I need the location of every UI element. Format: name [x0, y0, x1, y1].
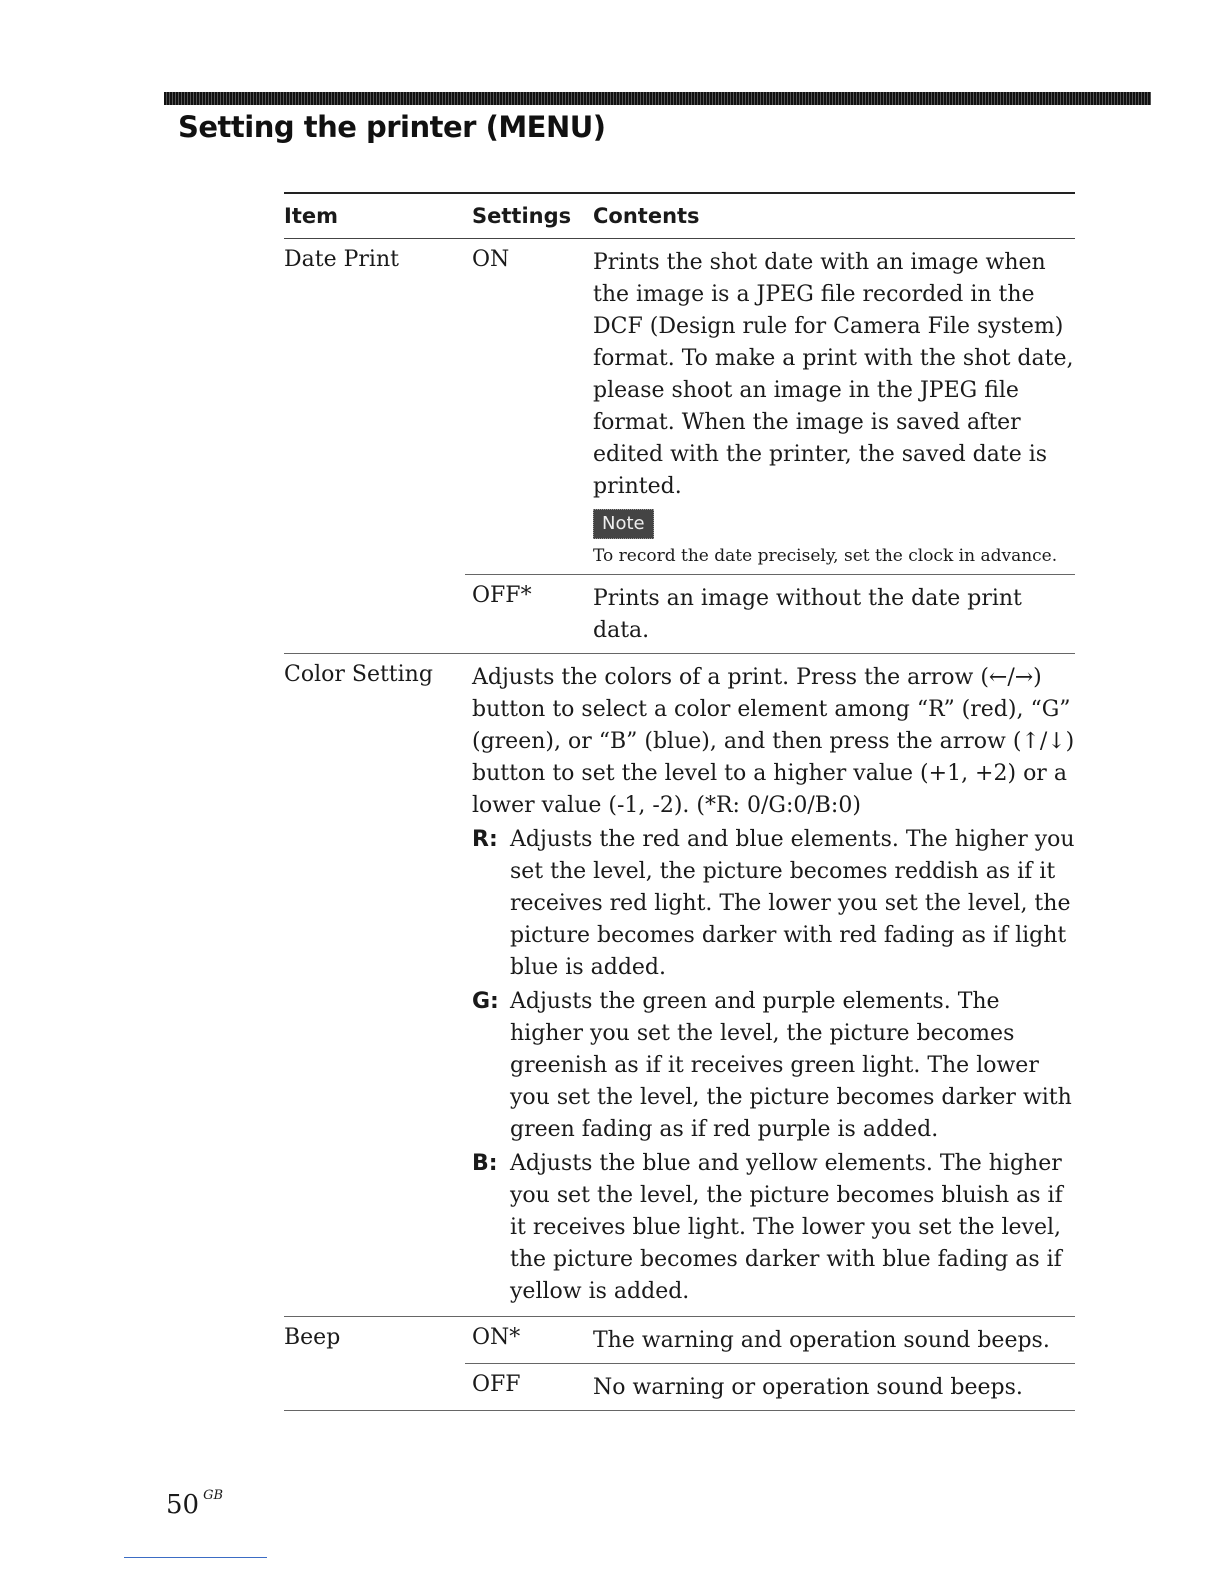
- header-item: Item: [284, 204, 338, 228]
- table-header: [284, 192, 1075, 239]
- contents-text: No warning or operation sound beeps.: [593, 1375, 1023, 1400]
- color-b-text: Adjusts the blue and yellow elements. The higher you set the level, the picture becomes bluish as if it receives blue light. The lower you set the level, the picture becomes darker with blue fading as if yellow is added.: [510, 1151, 1063, 1304]
- page-number: [166, 1488, 223, 1520]
- row-color-setting: [284, 654, 1075, 1317]
- color-element-r: [472, 824, 1075, 984]
- note-badge: Note: [593, 509, 654, 539]
- contents-text: The warning and operation sound beeps.: [593, 1328, 1050, 1353]
- key-r: R:: [472, 827, 498, 852]
- page-title: Setting the printer (MENU): [178, 110, 606, 144]
- color-g-text: Adjusts the green and purple elements. The higher you set the level, the picture becomes greenish as if it receives green light. The lower you set the level, the picture becomes darker with green fading as if red purple is added.: [510, 989, 1072, 1142]
- setting-off: OFF: [472, 1372, 521, 1397]
- contents-text: Prints the shot date with an image when the image is a JPEG file recorded in the DCF (Design rule for Camera File system) format. To make a print with the shot date, please shoot an image in the JPEG file format. When the image is saved after edited with the printer, the saved date is printed.: [593, 250, 1074, 499]
- header-settings: Settings: [472, 204, 572, 228]
- item-color-setting: Color Setting: [284, 662, 433, 687]
- color-r-text: Adjusts the red and blue elements. The higher you set the level, the picture becomes reddish as if it receives red light. The lower you set the level, the picture becomes darker with red fading as if light blue is added.: [510, 827, 1075, 980]
- item-beep: Beep: [284, 1325, 341, 1350]
- color-element-g: [472, 986, 1075, 1146]
- page-suffix: GB: [203, 1488, 224, 1503]
- key-b: B:: [472, 1151, 498, 1176]
- header-contents: Contents: [593, 204, 700, 228]
- row-date-print: [284, 239, 1075, 654]
- contents-text: Prints an image without the date print data.: [593, 586, 1022, 643]
- row-beep: [284, 1317, 1075, 1411]
- setting-on: ON*: [472, 1325, 521, 1350]
- color-setting-contents: [472, 654, 1075, 1316]
- page-number-value: 50: [166, 1490, 200, 1520]
- color-element-b: [472, 1148, 1075, 1308]
- setting-off: OFF*: [472, 583, 532, 608]
- date-print-on: [465, 239, 1075, 574]
- note-text: To record the date precisely, set the clock in advance.: [593, 546, 1058, 566]
- key-g: G:: [472, 989, 499, 1014]
- setting-on: ON: [472, 247, 510, 272]
- item-date-print: Date Print: [284, 247, 399, 272]
- beep-on: [465, 1317, 1075, 1363]
- date-print-on-contents: [593, 239, 1075, 574]
- settings-table: [284, 192, 1075, 1411]
- beep-off: [465, 1364, 1075, 1410]
- footer-line: [124, 1557, 267, 1558]
- header-rule: [164, 92, 1151, 105]
- color-intro: Adjusts the colors of a print. Press the arrow (←/→) button to select a color element among “R” (red), “G” (green), or “B” (blue), and then press the arrow (↑/↓) button to set the level to a higher value (+1, +2) or a lower value (-1, -2). (*R: 0/G:0/B:0): [472, 665, 1075, 818]
- date-print-off: [465, 575, 1075, 653]
